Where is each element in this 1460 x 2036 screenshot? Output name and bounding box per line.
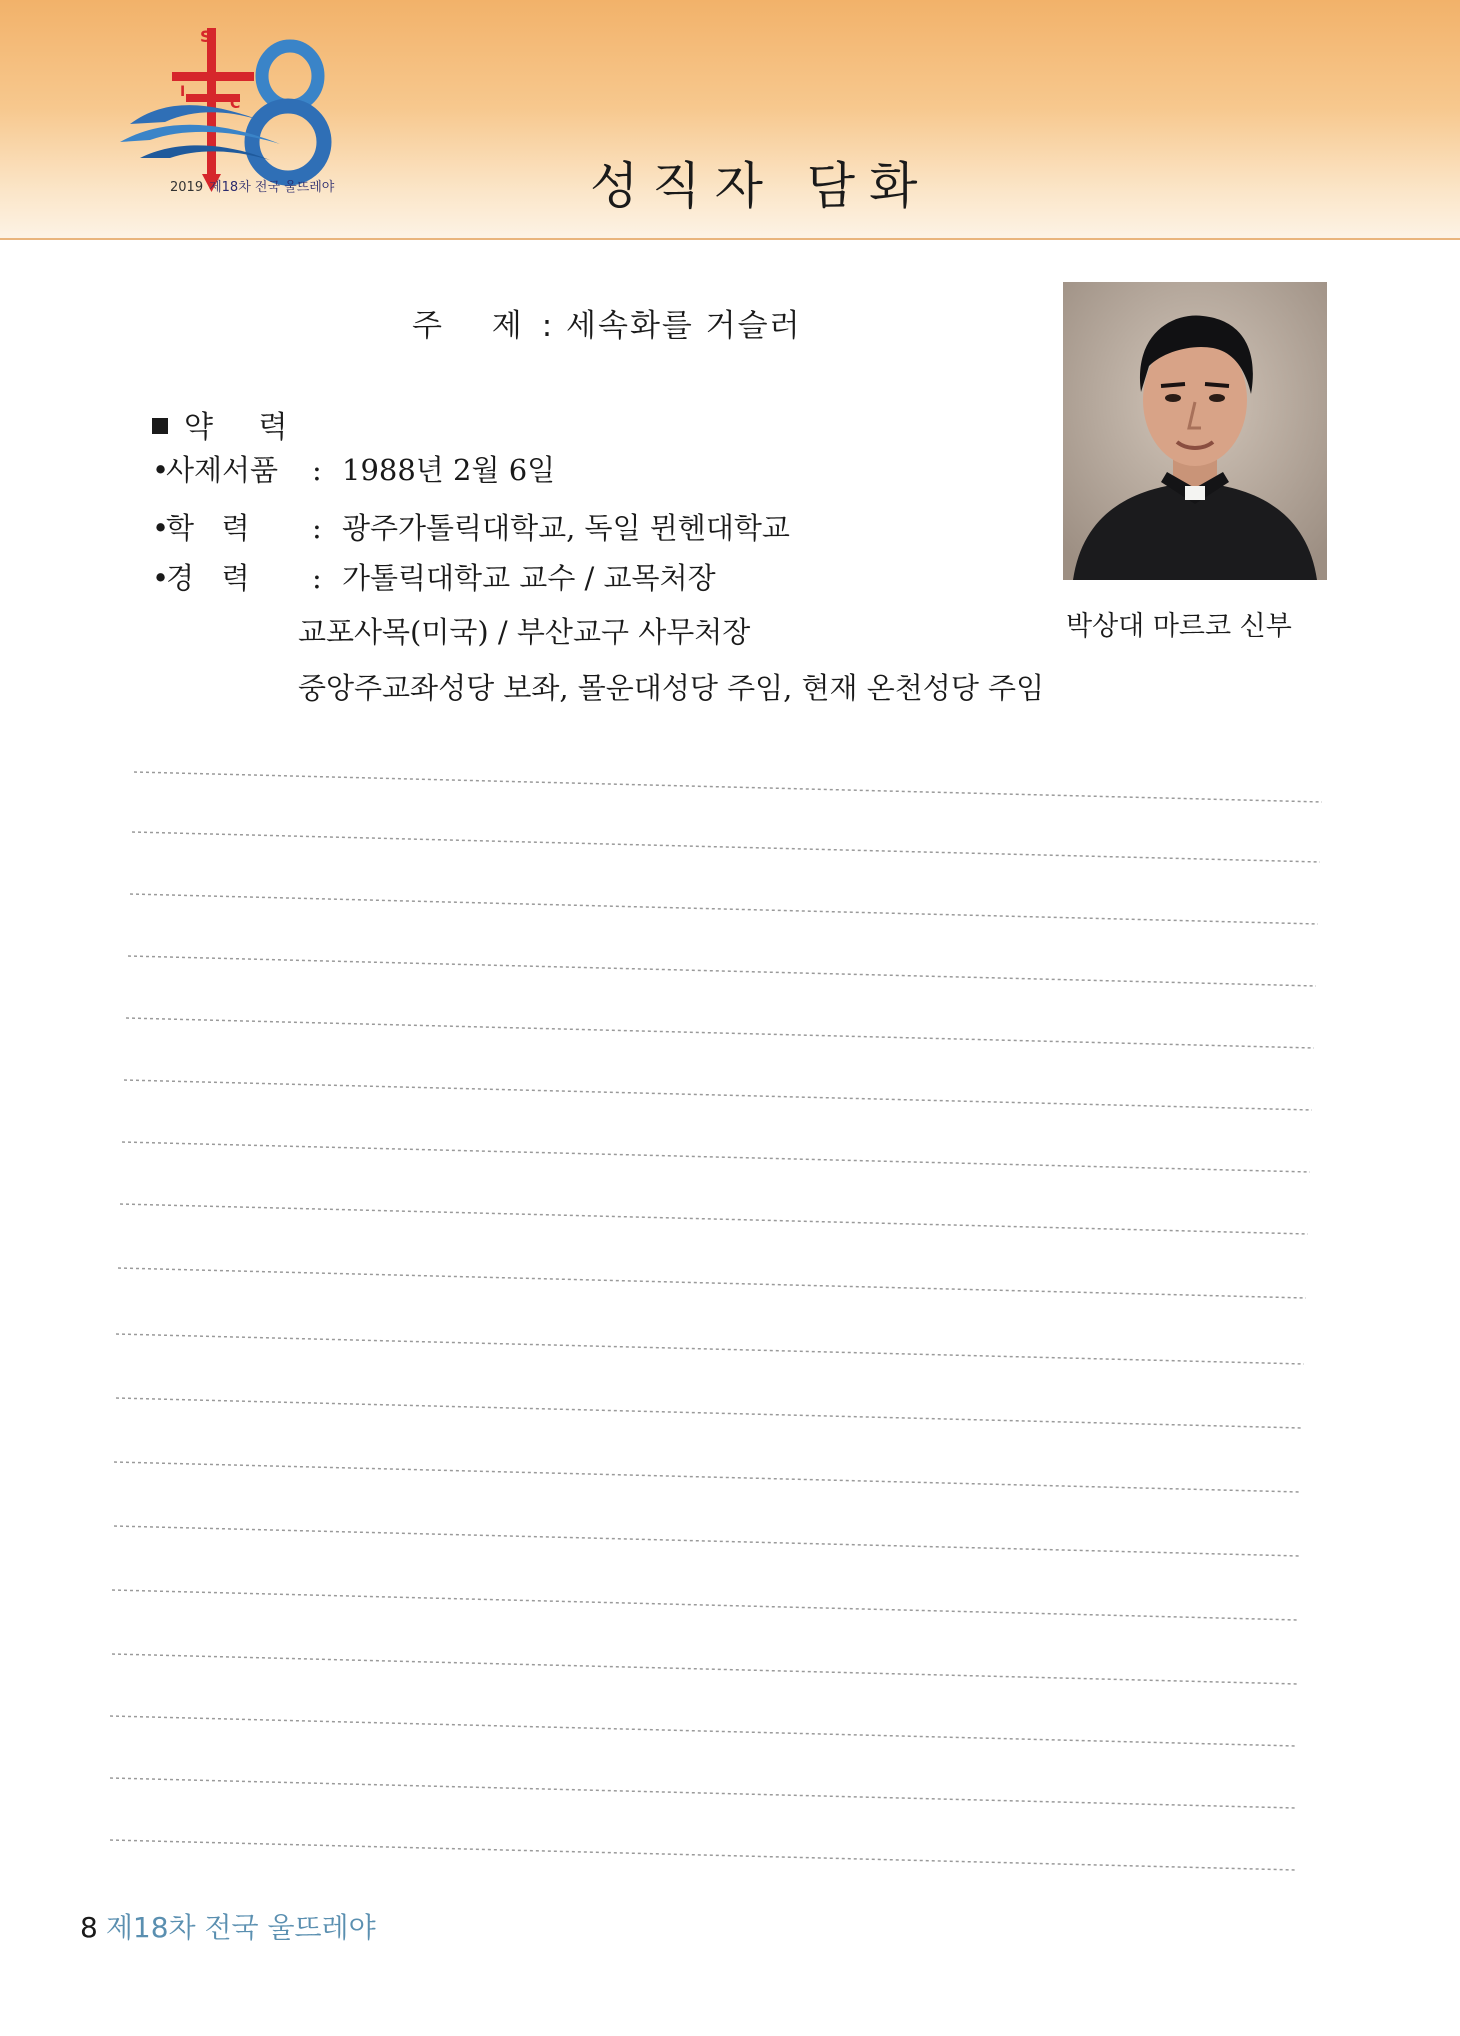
portrait-caption: 박상대 마르코 신부: [1066, 611, 1292, 642]
writing-line: [112, 1590, 1298, 1620]
writing-line: [114, 1526, 1300, 1556]
resume-entry-label: 사제서품: [166, 453, 279, 487]
page-number: 8: [80, 1911, 98, 1944]
colon: :: [312, 453, 322, 487]
writing-line: [128, 956, 1316, 986]
colon: :: [312, 511, 322, 545]
resume-entry-value: 가톨릭대학교 교수 / 교목처장: [342, 561, 716, 595]
bullet: •: [152, 511, 170, 545]
page-footer: [80, 1906, 376, 1946]
resume-entry-label: 학 력: [166, 511, 250, 545]
logo-letter-s: S: [200, 27, 212, 46]
logo-letter-i: I: [180, 84, 186, 100]
resume-entry-label: 경 력: [166, 561, 250, 595]
bullet: •: [152, 453, 170, 487]
writing-line: [134, 772, 1322, 802]
colon: :: [312, 561, 322, 595]
writing-line: [120, 1204, 1308, 1234]
resume-entry-value: 1988년 2월 6일: [342, 453, 556, 487]
resume-career-continuation-2: 중앙주교좌성당 보좌, 몰운대성당 주임, 현재 온천성당 주임: [298, 671, 1045, 705]
logo-letter-c: C: [230, 96, 241, 112]
writing-line: [110, 1840, 1296, 1870]
logo-caption-year: 2019: [170, 180, 204, 195]
logo-caption-text: 제18차 전국 울뜨레야: [209, 180, 335, 195]
writing-line: [112, 1654, 1298, 1684]
writing-line: [130, 894, 1318, 924]
writing-line: [124, 1080, 1312, 1110]
bullet: •: [152, 561, 170, 595]
writing-line: [122, 1142, 1310, 1172]
writing-line: [116, 1398, 1302, 1428]
writing-line: [110, 1778, 1296, 1808]
writing-line: [118, 1268, 1306, 1298]
topic-label: 주 제: [412, 308, 542, 344]
writing-line: [126, 1018, 1314, 1048]
writing-line: [132, 832, 1320, 862]
topic-value: : 세속화를 거슬러: [541, 308, 802, 344]
writing-line: [114, 1462, 1300, 1492]
resume-entry-value: 광주가톨릭대학교, 독일 뮌헨대학교: [342, 511, 790, 545]
resume-career-continuation-1: 교포사목(미국) / 부산교구 사무처장: [298, 615, 751, 649]
writing-line: [116, 1334, 1304, 1364]
page-title: 성직자 담화: [590, 157, 932, 215]
writing-line: [110, 1716, 1296, 1746]
footer-text: 제18차 전국 울뜨레야: [105, 1911, 376, 1944]
resume-heading-text: 약 력: [184, 410, 306, 445]
